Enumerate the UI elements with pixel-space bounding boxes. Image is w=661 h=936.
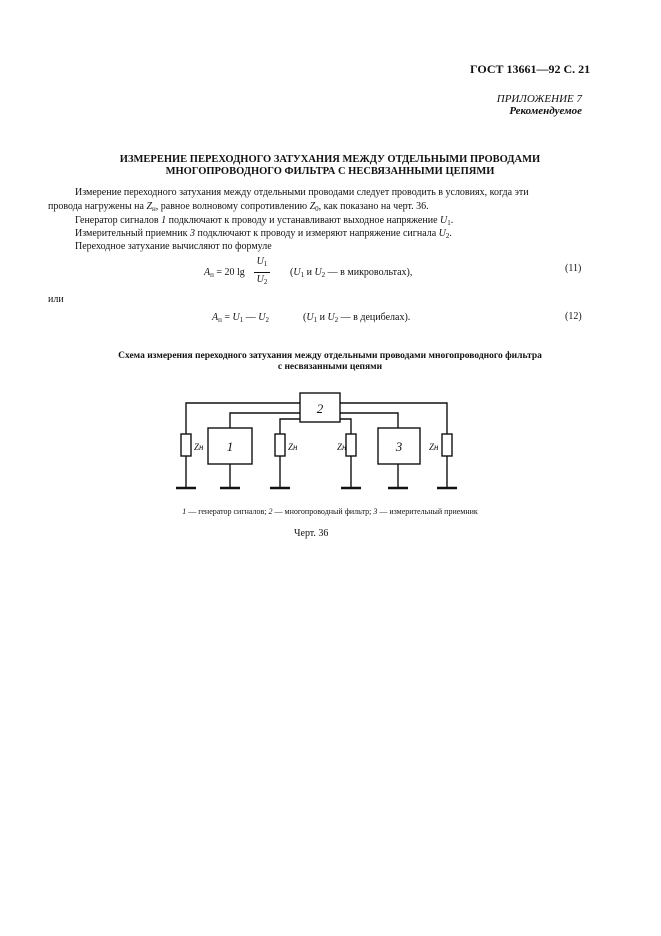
figure-number: Черт. 36 bbox=[294, 528, 329, 539]
appendix-label: ПРИЛОЖЕНИЕ 7 bbox=[496, 93, 582, 105]
paragraph-3: Измерительный приемник 3 подключают к проводу и измеряют напряжение сигнала $U_2$. bbox=[75, 228, 452, 240]
block-2-label: 2 bbox=[316, 401, 324, 416]
document-header: ГОСТ 13661—92 С. 21 bbox=[470, 62, 591, 76]
load-resistor-3 bbox=[346, 434, 356, 456]
block-1-label: 1 bbox=[226, 439, 234, 454]
figure-title-line-2: с несвязанными цепями bbox=[277, 362, 383, 372]
figure-title-line-1: Схема измерения переходного затухания между отдельными проводами многопроводного фильтра bbox=[118, 351, 542, 361]
formula-12-number: (12) bbox=[565, 311, 582, 322]
paragraph-2: Генератор сигналов 1 подключают к проводу и устанавливают выходное напряжение $U_1$. bbox=[75, 215, 454, 227]
formula-11-denominator: $U_2$ bbox=[256, 274, 268, 286]
formula-12-equation: $A_п = U_1$ — $U_2$ bbox=[212, 312, 269, 324]
wire-block3 bbox=[340, 413, 398, 428]
block-3-label: 3 bbox=[395, 439, 403, 454]
title-line-1: ИЗМЕРЕНИЕ ПЕРЕХОДНОГО ЗАТУХАНИЯ МЕЖДУ ОТДЕЛЬНЫМИ ПРОВОДАМИ bbox=[119, 154, 541, 165]
load-resistor-1 bbox=[181, 434, 191, 456]
figure-caption: 1 — генератор сигналов; 2 — многопроводный фильтр; 3 — измерительный приемник bbox=[182, 507, 478, 516]
load-label-4: Zн bbox=[429, 442, 439, 452]
paragraph-1-line-2: провода нагружены на $Z_н$, равное волновому сопротивлению $Z_0$, как показано на черт. 36. bbox=[48, 201, 429, 213]
formula-12-condition: ($U_1$ и $U_2$ — в децибелах). bbox=[303, 312, 411, 324]
load-label-2: Zн bbox=[288, 442, 298, 452]
paragraph-1-line-1: Измерение переходного затухания между отдельными проводами следует проводить в условиях, когда эти bbox=[75, 187, 529, 198]
wire-left-inner bbox=[280, 419, 300, 434]
load-resistor-2 bbox=[275, 434, 285, 456]
load-resistor-4 bbox=[442, 434, 452, 456]
formula-11-number: (11) bbox=[565, 263, 582, 274]
paragraph-4: Переходное затухание вычисляют по формуле bbox=[75, 241, 272, 252]
load-label-3: Zн bbox=[337, 442, 347, 452]
appendix-status: Рекомендуемое bbox=[509, 105, 582, 117]
title-line-2: МНОГОПРОВОДНОГО ФИЛЬТРА С НЕСВЯЗАННЫМИ ЦЕПЯМИ bbox=[165, 166, 495, 177]
wire-block1 bbox=[230, 413, 300, 428]
wire-right-inner bbox=[340, 419, 351, 434]
formula-11-condition: ($U_1$ и $U_2$ — в микровольтах), bbox=[290, 267, 413, 279]
formula-11-lhs: $A_п = 20$ lg bbox=[204, 267, 245, 279]
formula-11-numerator: $U_1$ bbox=[256, 256, 268, 268]
or-word: или bbox=[48, 294, 64, 305]
load-label-1: Zн bbox=[194, 442, 204, 452]
